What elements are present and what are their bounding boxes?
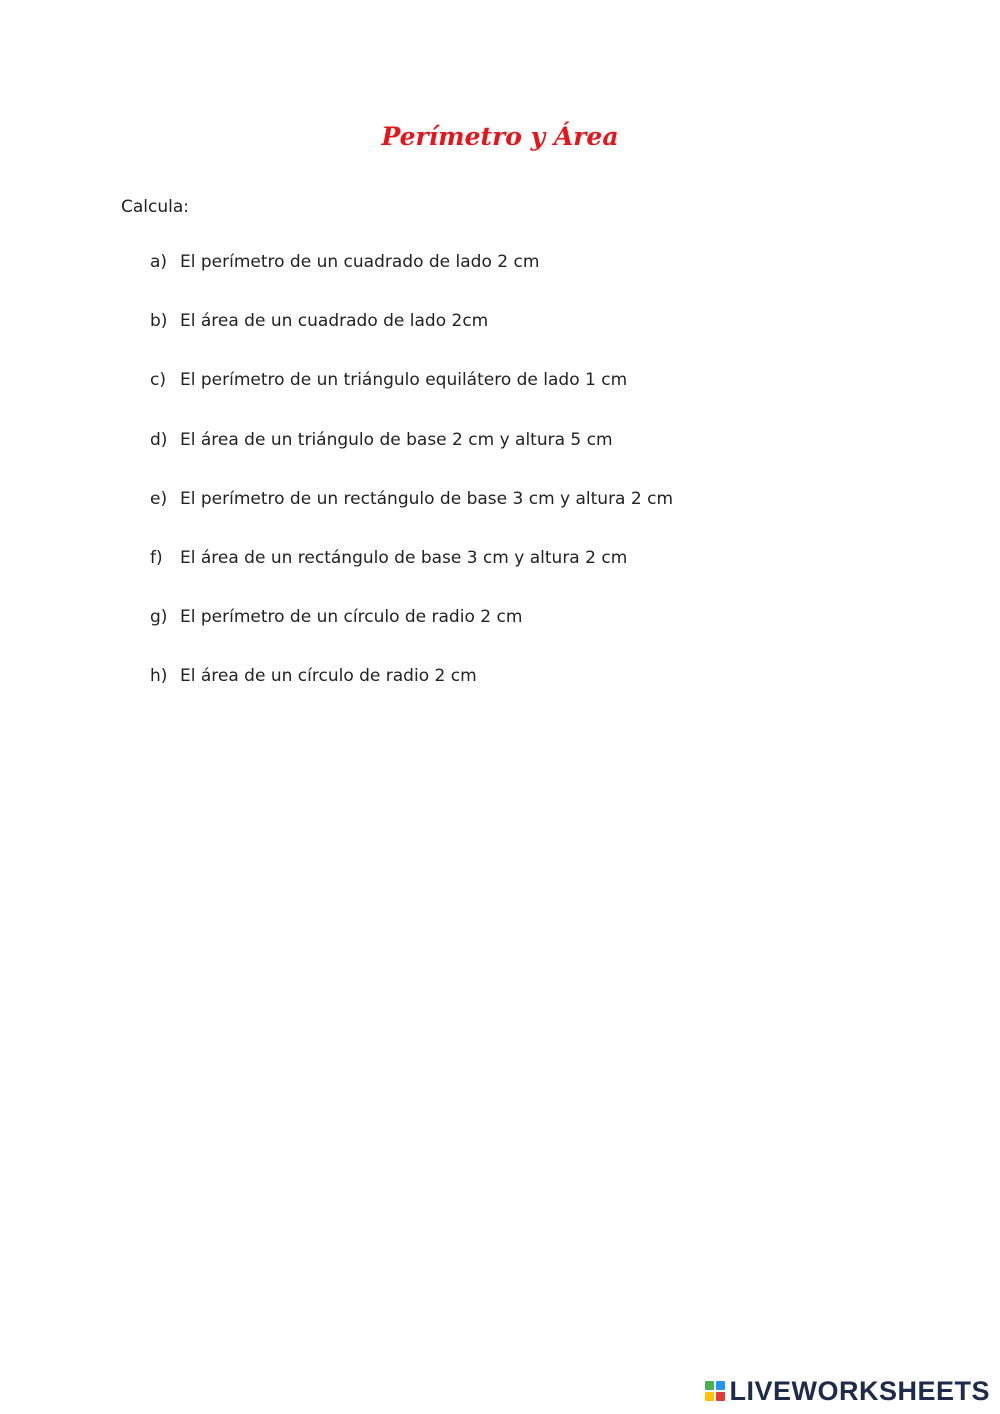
exercise-letter: h) [150, 666, 168, 687]
exercise-letter: b) [150, 311, 168, 332]
intro-text: Calcula: [121, 197, 189, 217]
liveworksheets-logo-icon [705, 1381, 725, 1401]
exercise-item-e [150, 489, 673, 548]
exercise-letter: e) [150, 488, 168, 509]
exercise-item-g [150, 607, 673, 666]
logo-text: LIVEWORKSHEETS [729, 1375, 990, 1406]
exercise-text: El área de un círculo de radio 2 cm [180, 666, 477, 687]
exercise-text: El área de un cuadrado de lado 2cm [180, 311, 489, 332]
exercise-text: El área de un rectángulo de base 3 cm y altura 2 cm [180, 547, 628, 568]
exercise-item-h [150, 666, 673, 725]
exercise-text: El perímetro de un cuadrado de lado 2 cm [180, 252, 540, 272]
logo-square-red [716, 1392, 725, 1401]
page-title: Perímetro y Área [381, 122, 619, 151]
exercise-text: El perímetro de un triángulo equilátero de lado 1 cm [180, 370, 628, 391]
exercise-text: El perímetro de un rectángulo de base 3 cm y altura 2 cm [180, 488, 674, 509]
exercise-letter: c) [150, 370, 166, 391]
exercise-letter: a) [150, 252, 168, 272]
logo-square-blue [716, 1381, 725, 1390]
liveworksheets-logo[interactable] [705, 1377, 990, 1405]
exercise-letter: d) [150, 429, 168, 450]
exercise-text: El área de un triángulo de base 2 cm y altura 5 cm [180, 429, 613, 450]
logo-square-green [705, 1381, 714, 1390]
exercise-item-b [150, 311, 673, 370]
exercise-letter: f) [150, 547, 163, 568]
exercise-item-d [150, 430, 673, 489]
exercise-item-f [150, 548, 673, 607]
exercise-item-c [150, 370, 673, 429]
exercise-text: El perímetro de un círculo de radio 2 cm [180, 607, 523, 628]
exercise-letter: g) [150, 607, 168, 628]
exercise-item-a [150, 252, 673, 311]
logo-square-yellow [705, 1392, 714, 1401]
exercise-list [150, 252, 673, 726]
